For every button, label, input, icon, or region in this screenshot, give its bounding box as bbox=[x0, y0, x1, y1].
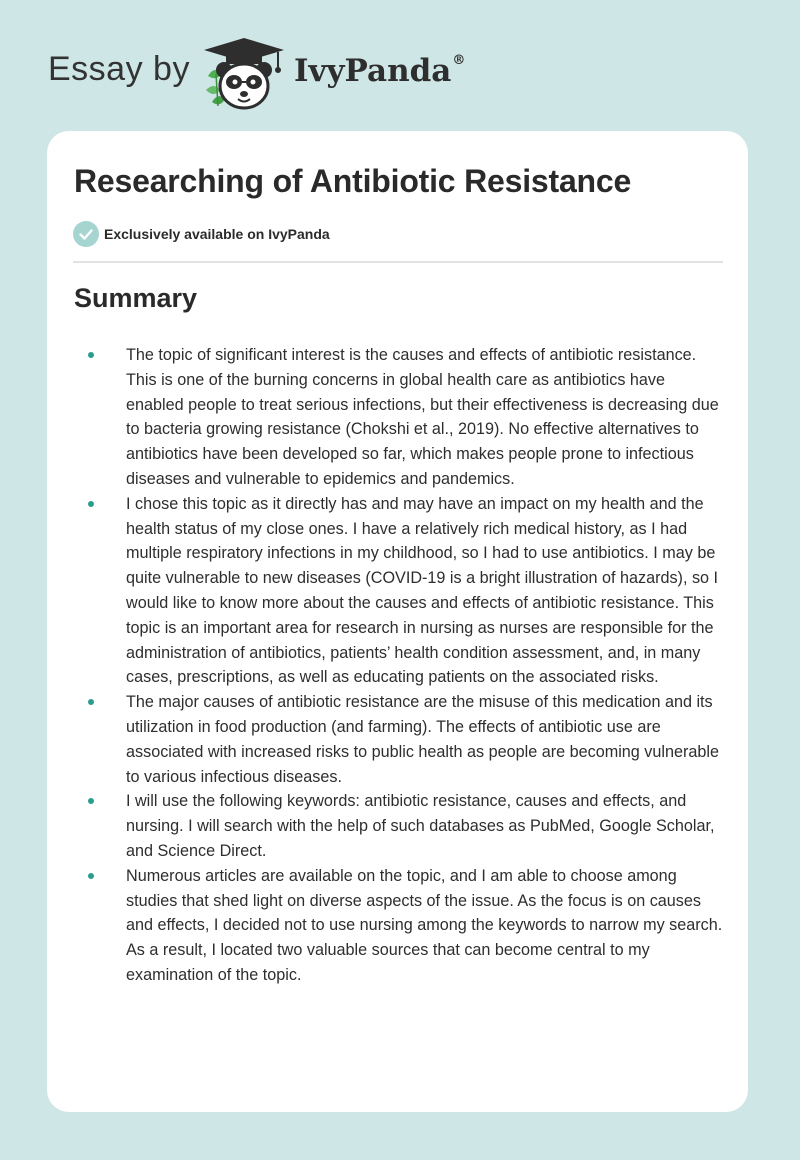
list-item-text: I will use the following keywords: antibiotic resistance, causes and effects, and nursing. I will search with the help of such databases as PubMed, Google Scholar, and Science Direct. bbox=[126, 792, 715, 860]
summary-list bbox=[47, 343, 748, 988]
list-item bbox=[47, 343, 748, 492]
list-item-text: The topic of significant interest is the causes and effects of antibiotic resistance. This is one of the burning concerns in global health care as antibiotics have enabled people to treat serious infections, but their effectiveness is decreasing due to bacteria growing resistance (Chokshi et al., 2019). No effective alternatives to antibiotics have been developed so far, which makes people prone to infectious diseases and vulnerable to epidemics and pandemics. bbox=[126, 346, 719, 488]
bullet-dot-icon bbox=[88, 352, 94, 358]
check-circle-icon bbox=[73, 221, 99, 247]
badge-text: Exclusively available on IvyPanda bbox=[104, 226, 330, 242]
list-item-text: I chose this topic as it directly has and may have an impact on my health and the health status of my close ones. I have a relatively rich medical history, as I had multiple respiratory infections in my childhood, so I had to use antibiotics. I may be quite vulnerable to new diseases (COVID-19 is a bright illustration of hazards), so I would like to know more about the causes and effects of antibiotic resistance. This topic is an important area for research in nursing as nurses are responsible for the administration of antibiotics, patients’ health condition assessment, and, in many cases, prescriptions, as well as educating patients on the associated risks. bbox=[126, 494, 719, 687]
essay-by-label: Essay by bbox=[48, 50, 190, 88]
list-item bbox=[47, 864, 748, 988]
bullet-dot-icon bbox=[88, 699, 94, 705]
list-item bbox=[47, 789, 748, 863]
page-title: Researching of Antibiotic Resistance bbox=[74, 163, 632, 199]
bullet-dot-icon bbox=[88, 501, 94, 507]
divider bbox=[73, 261, 723, 263]
list-item-text: Numerous articles are available on the topic, and I am able to choose among studies that shed light on diverse aspects of the issue. As the focus is on causes and effects, I decided not to use nursing among the keywords to narrow my search. As a result, I located two valuable sources that can become central to my examination of the topic. bbox=[126, 866, 723, 984]
brand-logo-text[interactable]: IvyPanda® bbox=[294, 52, 466, 89]
section-heading: Summary bbox=[74, 283, 198, 313]
bullet-dot-icon bbox=[88, 798, 94, 804]
bullet-dot-icon bbox=[88, 873, 94, 879]
list-item-text: The major causes of antibiotic resistance are the misuse of this medication and its utilization in food production (and farming). The effects of antibiotic use are associated with increased risks to public health as people are becoming vulnerable to various infectious diseases. bbox=[126, 693, 719, 786]
panda-graduate-icon[interactable] bbox=[200, 36, 288, 112]
site-header bbox=[48, 36, 548, 112]
list-item bbox=[47, 492, 748, 690]
essay-card bbox=[47, 131, 748, 1112]
list-item bbox=[47, 690, 748, 789]
exclusive-badge bbox=[73, 221, 330, 247]
